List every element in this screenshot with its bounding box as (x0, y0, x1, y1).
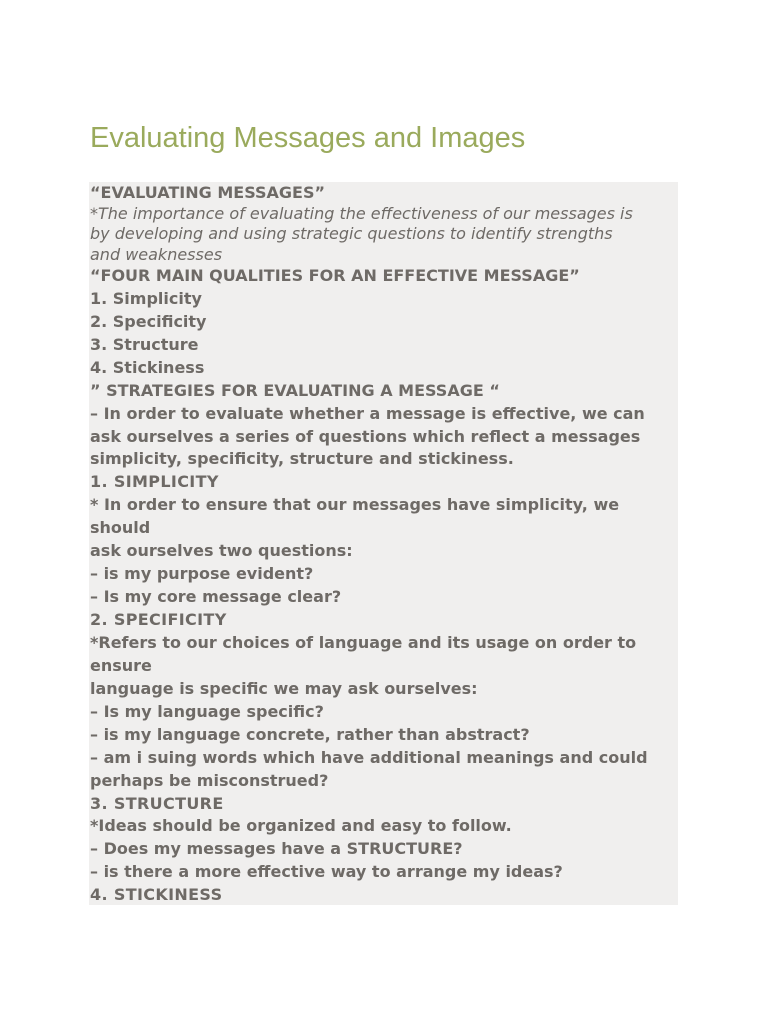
heading-strategies: ” STRATEGIES FOR EVALUATING A MESSAGE “ (90, 380, 500, 400)
intro-paragraph (90, 205, 678, 265)
specificity-line: – am i suing words which have additional meanings and could (90, 747, 648, 767)
structure-line: *Ideas should be organized and easy to follow. (90, 816, 512, 836)
quality-item: 1. Simplicity (90, 288, 202, 308)
intro-line: and weaknesses (90, 244, 223, 264)
quality-item: 3. Structure (90, 334, 199, 354)
intro-line: *The importance of evaluating the effectiveness of our messages is (90, 203, 633, 223)
quality-item: 4. Stickiness (90, 357, 205, 377)
section-heading-specificity: 2. SPECIFICITY (90, 610, 227, 629)
heading-evaluating-messages: “EVALUATING MESSAGES” (90, 183, 326, 202)
specificity-line: *Refers to our choices of language and its usage on order to (90, 632, 637, 652)
simplicity-line: should (90, 518, 151, 538)
simplicity-line: * In order to ensure that our messages have simplicity, we (90, 495, 620, 515)
quality-item: 2. Specificity (90, 311, 207, 331)
simplicity-line: – Is my core message clear? (90, 587, 342, 607)
simplicity-line: – is my purpose evident? (90, 564, 314, 584)
heading-four-qualities: “FOUR MAIN QUALITIES FOR AN EFFECTIVE MESSAGE” (90, 265, 580, 285)
specificity-line: ensure (90, 655, 152, 675)
section-heading-simplicity: 1. SIMPLICITY (90, 472, 219, 492)
intro-line: by developing and using strategic questions to identify strengths (90, 224, 613, 244)
specificity-line: perhaps be misconstrued? (90, 770, 329, 790)
structure-line: – is there a more effective way to arrange my ideas? (90, 862, 563, 882)
content-box (89, 182, 678, 905)
specificity-line: – is my language concrete, rather than abstract? (90, 724, 530, 744)
structure-line: – Does my messages have a STRUCTURE? (90, 839, 463, 859)
section-heading-structure: 3. STRUCTURE (90, 793, 224, 813)
strategies-line: simplicity, specificity, structure and stickiness. (90, 449, 514, 469)
strategies-line: – In order to evaluate whether a message is effective, we can (90, 403, 645, 423)
strategies-line: ask ourselves a series of questions which reflect a messages (90, 426, 641, 446)
simplicity-line: ask ourselves two questions: (90, 541, 353, 561)
specificity-line: language is specific we may ask ourselves: (90, 678, 478, 698)
page-title: Evaluating Messages and Images (90, 122, 526, 154)
section-heading-stickiness: 4. STICKINESS (90, 885, 223, 905)
specificity-line: – Is my language specific? (90, 701, 324, 721)
